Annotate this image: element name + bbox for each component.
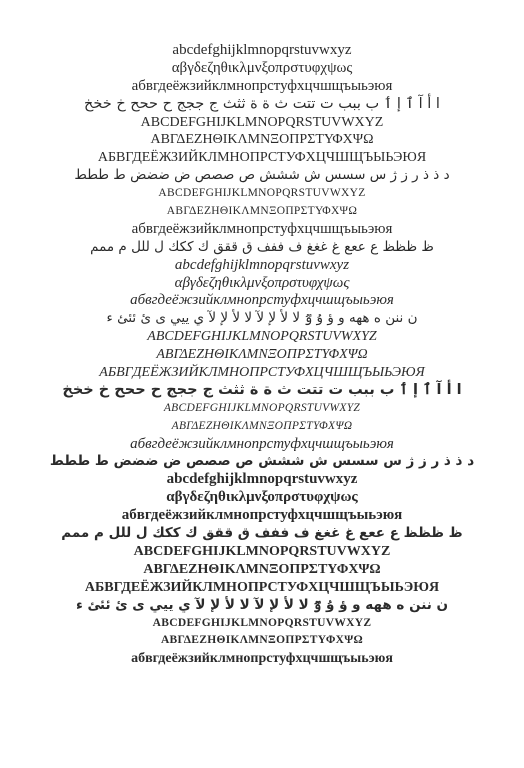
specimen-line-latin-smallcaps-italic: ABCDEFGHIJKLMNOPQRSTUVWXYZ bbox=[163, 401, 361, 414]
specimen-line-cyrillic-lower-bold: абвгдеёжзийклмнопрстуфхцчшщъыьэюя bbox=[121, 507, 403, 524]
specimen-line-greek-smallcaps-bold: ΑΒΓΔΕΖΗΘΙΚΛΜΝΞΟΠΡΣΤΥΦΧΨΩ bbox=[160, 634, 364, 647]
specimen-line-greek-smallcaps-italic: ΑΒΓΔΕΖΗΘΙΚΛΜΝΞΟΠΡΣΤΥΦΧΨΩ bbox=[171, 419, 353, 432]
specimen-line-latin-smallcaps: ABCDEFGHIJKLMNOPQRSTUVWXYZ bbox=[158, 187, 366, 200]
specimen-line-cyrillic-lower: абвгдеёжзийклмнопрстуфхцчшщъыьэюя bbox=[131, 220, 393, 237]
specimen-line-arabic: ا أ آ ٱ إ ٲ ب ببب ت تتت ث ة ة ثثث ج ججج ح ححح خ خخخ bbox=[62, 381, 462, 398]
specimen-line-latin-upper-bold: ABCDEFGHIJKLMNOPQRSTUVWXYZ bbox=[133, 543, 391, 559]
specimen-line-greek-lower-bold: αβγδεζηθικλμνξοπρστυφχψως bbox=[166, 489, 358, 506]
specimen-line-arabic: ا أ آ ٱ إ ٲ ب ببب ت تتت ث ة ة ثثث ج ججج ح ححح خ خخخ bbox=[84, 95, 440, 112]
specimen-line-arabic: ن ننن ه ههه و ؤ ۇ ٷ لا لأ لإ لآ لا لأ لإ لآ ي ييي ى ئ ئئئ ء bbox=[106, 310, 418, 327]
specimen-line-arabic: ظ ظظظ ع ععع غ غغغ ف ففف ق ققق ك ككك ل للل م ممم bbox=[90, 238, 434, 255]
specimen-line-greek-lower-italic: αβγδεζηθικλμνξοπρστυφχψως bbox=[174, 274, 350, 291]
specimen-line-cyrillic-lower-italic: абвгдеёжзийклмнопрстуфхцчшщъыьэюя bbox=[130, 292, 394, 309]
specimen-line-cyrillic-lower-italic: абвгдеёжзийклмнопрстуфхцчшщъыьэюя bbox=[130, 435, 394, 452]
type-specimen bbox=[0, 42, 524, 732]
specimen-line-cyrillic-upper: АБВГДЕЁЖЗИЙКЛМНОПРСТУФХЦЧШЩЪЫЬЭЮЯ bbox=[97, 150, 427, 166]
specimen-line-cyrillic-upper-italic: АБВГДЕЁЖЗИЙКЛМНОПРСТУФХЦЧШЩЪЫЬЭЮЯ bbox=[99, 365, 425, 381]
specimen-line-cyrillic-lower: абвгдеёжзийклмнопрстуфхцчшщъыьэюя bbox=[131, 77, 393, 94]
specimen-line-arabic: د ذ ذ ر ز ژ س سسس ش ششش ص صصص ض ضضض ط ططط bbox=[49, 453, 475, 470]
specimen-line-arabic: ن ننن ه ههه و ؤ ۇ ٷ لا لأ لإ لآ لا لأ لإ لآ ي ييي ى ئ ئئئ ء bbox=[75, 596, 449, 613]
specimen-line-cyrillic-upper-bold: АБВГДЕЁЖЗИЙКЛМНОПРСТУФХЦЧШЩЪЫЬЭЮЯ bbox=[84, 579, 440, 595]
specimen-line-latin-upper: ABCDEFGHIJKLMNOPQRSTUVWXYZ bbox=[140, 114, 384, 130]
specimen-line-latin-lower-italic: abcdefghijklmnopqrstuvwxyz bbox=[174, 256, 350, 273]
specimen-line-latin-lower: abcdefghijklmnopqrstuvwxyz bbox=[172, 42, 352, 58]
specimen-line-greek-smallcaps: ΑΒΓΔΕΖΗΘΙΚΛΜΝΞΟΠΡΣΤΥΦΧΨΩ bbox=[166, 205, 358, 218]
specimen-line-latin-upper-italic: ABCDEFGHIJKLMNOPQRSTUVWXYZ bbox=[147, 329, 377, 345]
specimen-line-latin-smallcaps-bold: ABCDEFGHIJKLMNOPQRSTUVWXYZ bbox=[152, 616, 372, 629]
specimen-line-greek-lower: αβγδεζηθικλμνξοπρστυφχψως bbox=[171, 59, 353, 76]
specimen-line-greek-upper-italic: ΑΒΓΔΕΖΗΘΙΚΛΜΝΞΟΠΡΣΤΥΦΧΨΩ bbox=[156, 347, 368, 363]
specimen-line-arabic: د ذ ذ ر ز ژ س سسس ش ششش ص صصص ض ضضض ط ططط bbox=[74, 167, 450, 184]
specimen-line-greek-upper: ΑΒΓΔΕΖΗΘΙΚΛΜΝΞΟΠΡΣΤΥΦΧΨΩ bbox=[150, 132, 374, 148]
specimen-line-latin-lower-bold: abcdefghijklmnopqrstuvwxyz bbox=[166, 471, 358, 488]
specimen-line-cyrillic-lower-bold: абвгдеёжзийклмнопрстуфхцчшщъыьэюя bbox=[131, 651, 393, 667]
specimen-line-arabic: ظ ظظظ ع ععع غ غغغ ف ففف ق ققق ك ككك ل للل م ممم bbox=[61, 525, 463, 542]
specimen-line-greek-upper-bold: ΑΒΓΔΕΖΗΘΙΚΛΜΝΞΟΠΡΣΤΥΦΧΨΩ bbox=[143, 561, 381, 577]
